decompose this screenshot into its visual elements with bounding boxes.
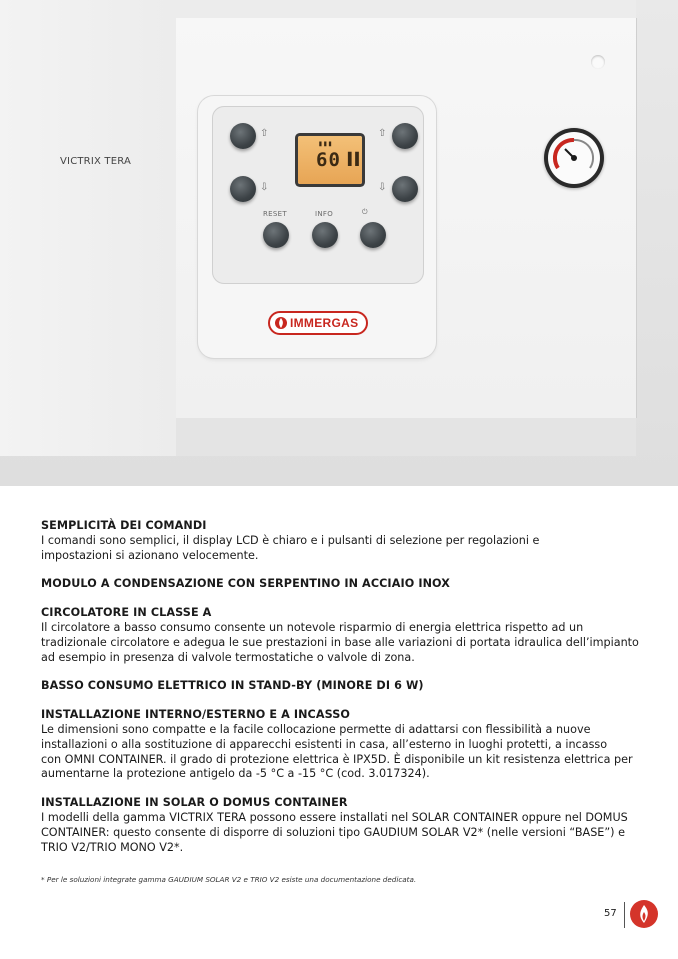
footnote: * Per le soluzioni integrate gamma GAUDIUM SOLAR V2 e TRIO V2 esiste una documentazione dedicata. <box>41 875 417 884</box>
lcd-display <box>298 136 362 184</box>
feature-list <box>41 519 641 869</box>
info-button[interactable] <box>312 222 338 248</box>
flame-logo-icon <box>630 900 658 928</box>
heating-up-button[interactable] <box>392 123 418 149</box>
lcd-status-indicator: ▮▮▮ <box>318 139 333 148</box>
section-body: I comandi sono semplici, il display LCD è chiaro e i pulsanti di selezione per regolazioni e impostazioni si azionano velocemente. <box>41 533 540 562</box>
control-panel <box>198 96 436 358</box>
feature-section <box>41 679 641 694</box>
pressure-gauge-face <box>548 132 600 184</box>
section-heading: MODULO A CONDENSAZIONE CON SERPENTINO IN ACCIAIO INOX <box>41 577 450 591</box>
radiator-down-icon: ⇩ <box>378 182 387 193</box>
boiler-side-panel <box>0 0 177 456</box>
footer-divider <box>624 902 625 928</box>
feature-section <box>41 519 641 563</box>
lcd-temperature-value: 60 <box>316 149 341 171</box>
reset-button[interactable] <box>263 222 289 248</box>
section-body: Il circolatore a basso consumo consente un notevole risparmio di energia elettrica rispetto ad un tradizionale circolatore e adegua le sue prestazioni in base alle variazioni di portata idraulica dell’impianto ad esempio in presenza di valvole termostatiche o valvole di zona. <box>41 620 639 664</box>
radiator-up-icon: ⇧ <box>378 128 387 139</box>
feature-section <box>41 796 641 855</box>
section-body: I modelli della gamma VICTRIX TERA possono essere installati nel SOLAR CONTAINER oppure nel DOMUS CONTAINER: questo consente di disporre di soluzioni tipo GAUDIUM SOLAR V2* (nelle versioni “BASE”) e TRIO V2/TRIO MONO V2*. <box>41 810 628 854</box>
dhw-up-button[interactable] <box>230 123 256 149</box>
page-number: 57 <box>604 908 617 919</box>
info-label: INFO <box>315 210 334 218</box>
pressure-gauge <box>544 128 604 188</box>
flame-icon <box>630 900 658 928</box>
model-label: VICTRIX TERA <box>60 156 132 167</box>
section-body: Le dimensioni sono compatte e la facile collocazione permette di adattarsi con flessibilità a nuove installazioni o alla sostituzione di apparecchi esistenti in casa, all’esterno in luoghi protetti, a incasso con OMNI CONTAINER. il grado di protezione elettrica è IPX5D. È disponibile un kit resistenza elettrica per aumentarne la protezione antigelo da -5 °C a -15 °C (cod. 3.017324). <box>41 722 633 781</box>
boiler-bottom-panel <box>176 418 636 456</box>
section-heading: CIRCOLATORE IN CLASSE A <box>41 606 212 620</box>
tap-up-icon: ⇧ <box>260 128 269 139</box>
boiler-top-panel <box>176 0 636 19</box>
feature-section <box>41 577 641 592</box>
brand-logo <box>268 310 368 336</box>
reset-label: RESET <box>263 210 287 218</box>
dhw-down-button[interactable] <box>230 176 256 202</box>
section-heading: SEMPLICITÀ DEI COMANDI <box>41 519 207 532</box>
lcd-level-bars: ▌▌ <box>348 152 363 166</box>
section-heading: INSTALLAZIONE INTERNO/ESTERNO E A INCASSO <box>41 708 351 722</box>
power-icon: ⏻ <box>362 208 368 216</box>
feature-section <box>41 606 641 665</box>
mode-button[interactable] <box>360 222 386 248</box>
brand-name: IMMERGAS <box>290 316 359 330</box>
screw-cap <box>591 55 605 69</box>
feature-section <box>41 708 641 782</box>
tap-down-icon: ⇩ <box>260 182 269 193</box>
heating-down-button[interactable] <box>392 176 418 202</box>
gauge-dial-icon <box>548 132 600 184</box>
section-heading: INSTALLAZIONE IN SOLAR O DOMUS CONTAINER <box>41 796 348 810</box>
section-heading: BASSO CONSUMO ELETTRICO IN STAND-BY (MINORE DI 6 W) <box>41 679 424 693</box>
control-panel-recess <box>212 106 424 284</box>
